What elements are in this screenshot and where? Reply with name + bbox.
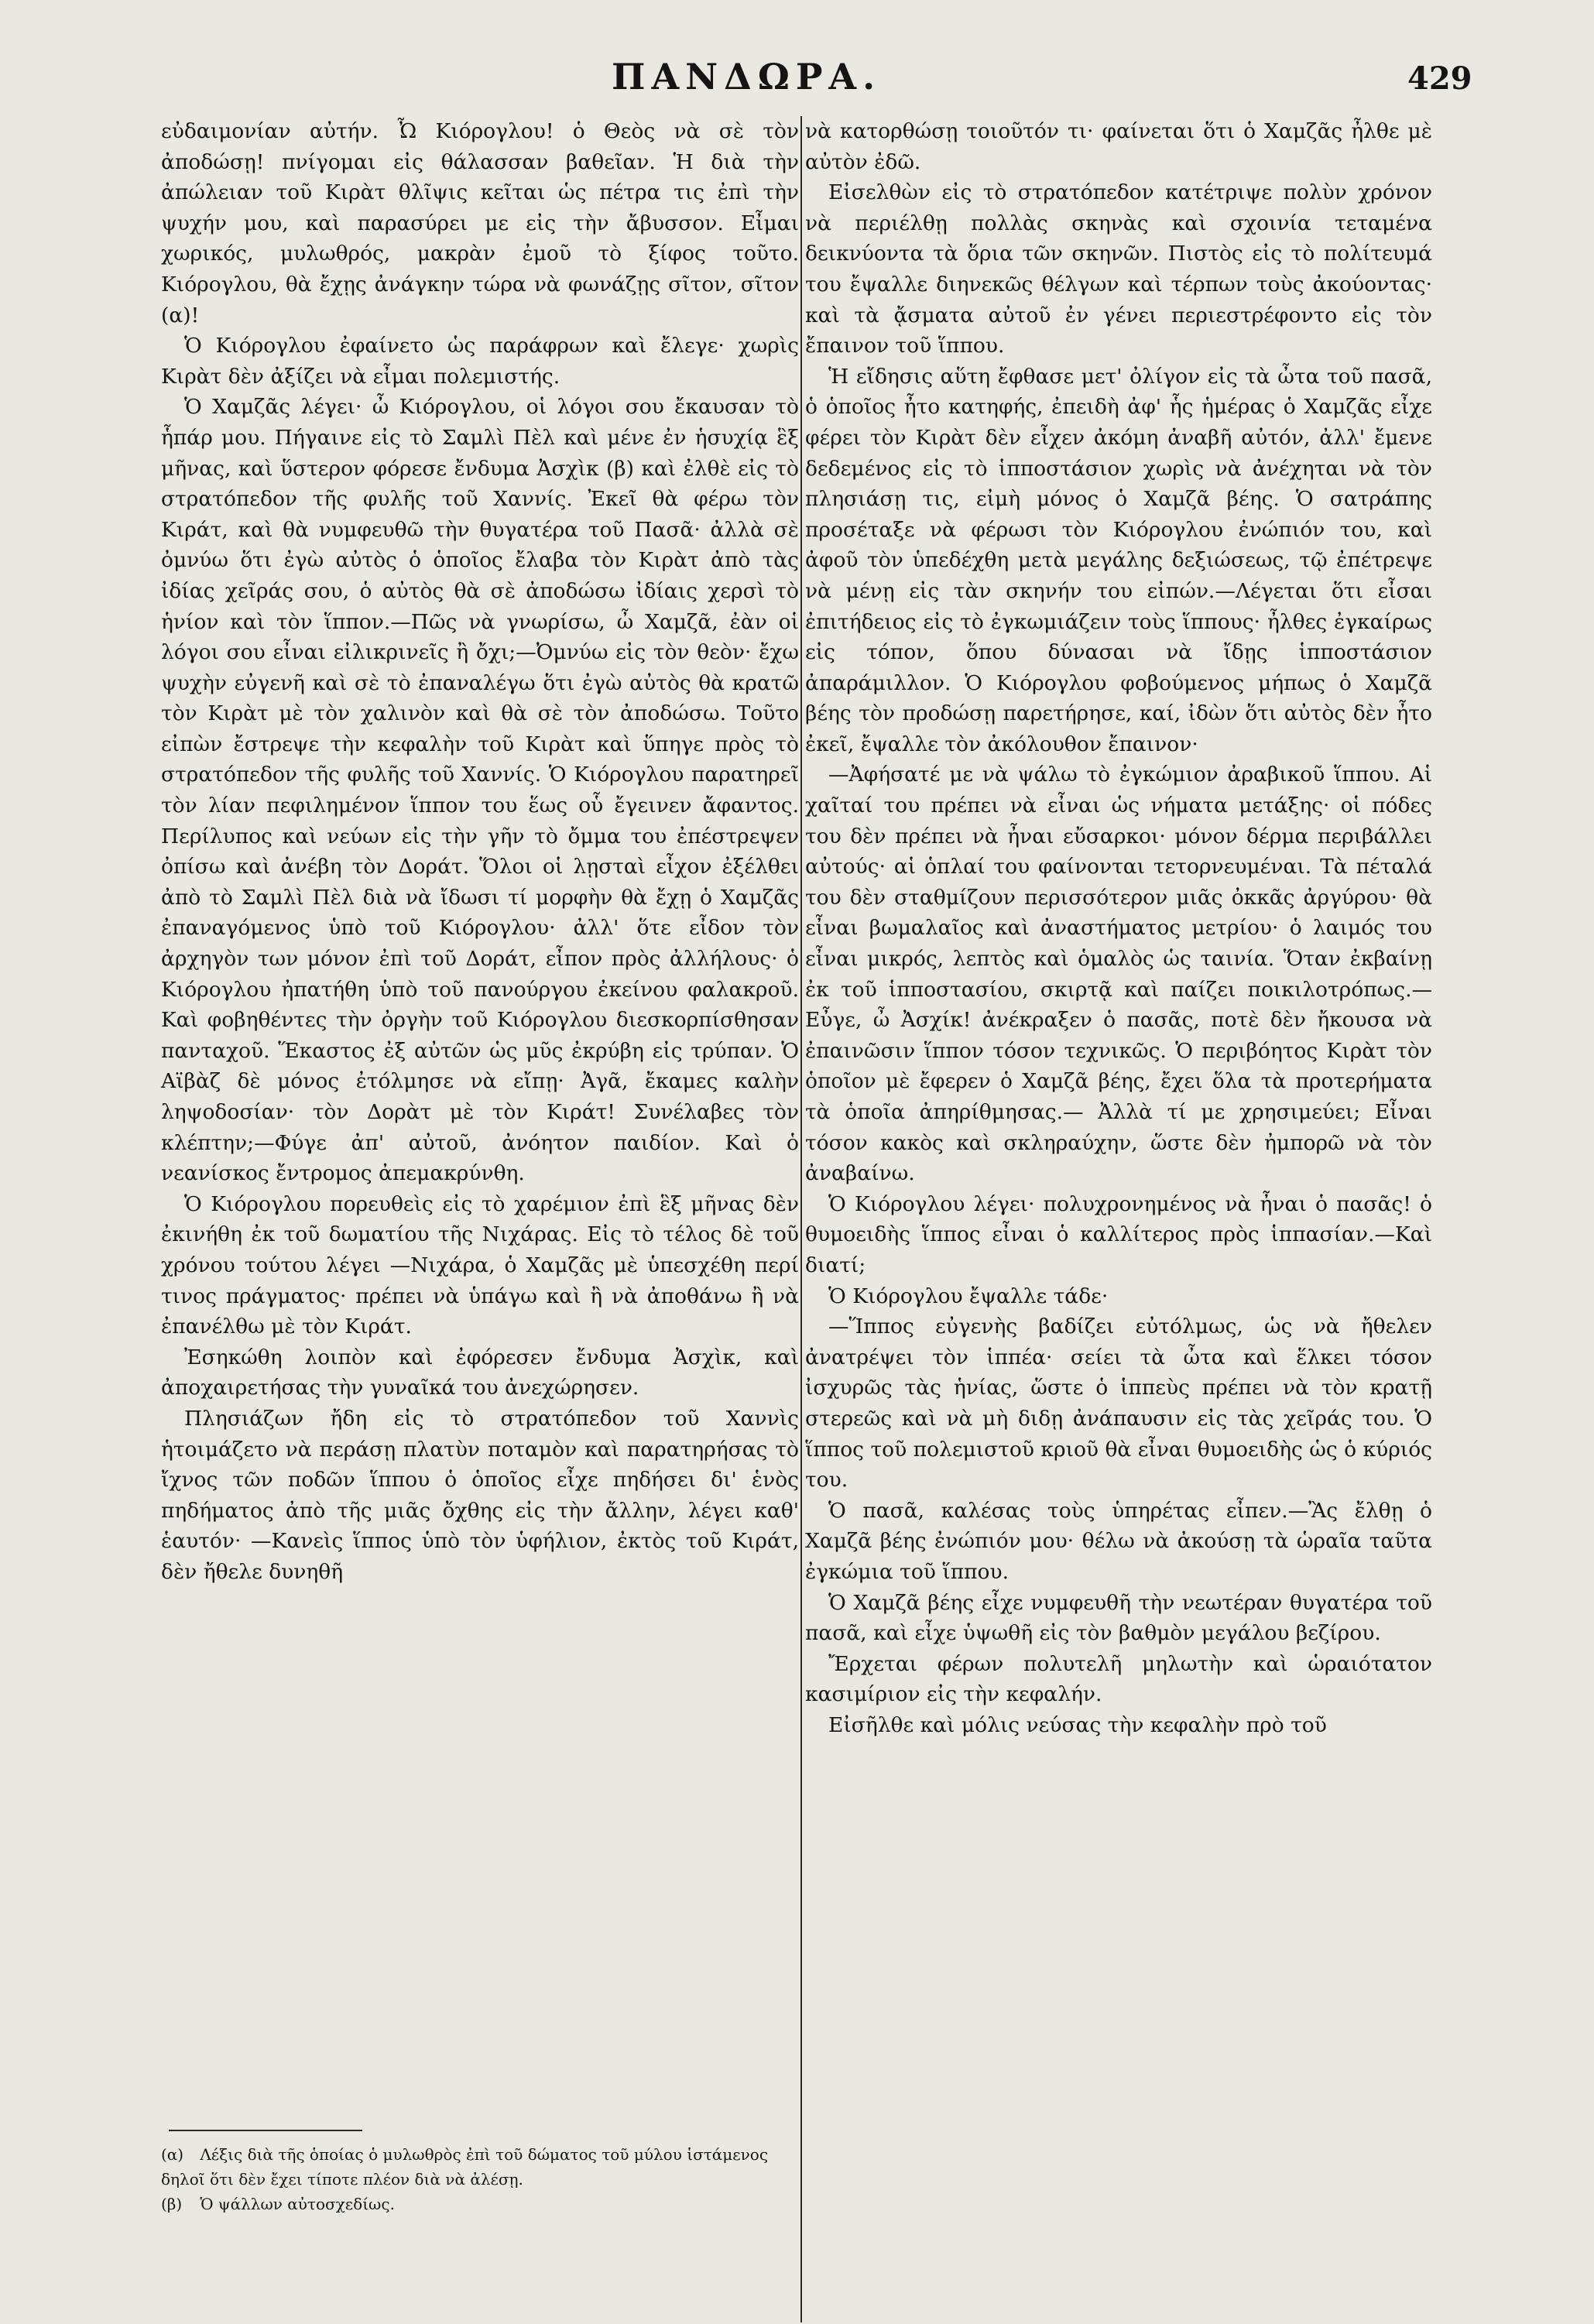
column-divider xyxy=(800,116,802,2322)
paragraph: Πλησιάζων ἤδη εἰς τὸ στρατόπεδον τοῦ Χαννὶς ἡτοιμάζετο νὰ περάσῃ πλατὺν ποταμὸν καὶ παρατηρήσας τὸ ἴχνος τῶν ποδῶν ἵππου ὁ ὁποῖος εἶχε πηδήσει δι' ἑνὸς πηδήματος ἀπὸ τῆς μιᾶς ὄχθης εἰς τὴν ἄλλην, λέγει καθ' ἑαυτόν· —Κανεὶς ἵππος ὑπὸ τὸν ὑφήλιον, ἐκτὸς τοῦ Κιράτ, δὲν ἤθελε δυνηθῆ xyxy=(161,1406,799,1584)
footnotes xyxy=(161,2130,799,2216)
paragraph: —Ἵππος εὐγενὴς βαδίζει εὐτόλμως, ὡς νὰ ἤθελεν ἀνατρέψει τὸν ἱππέα· σείει τὰ ὦτα καὶ ἕλκει τόσον ἰσχυρῶς τὰς ἡνίας, ὥστε ὁ ἱππεὺς πρέπει νὰ τὸν κρατῇ στερεῶς καὶ νὰ μὴ διδῃ ἀνάπαυσιν εἰς τὰς χεῖράς του. Ὁ ἵππος τοῦ πολεμιστοῦ κριοῦ θὰ εἶναι θυμοειδὴς ὡς ὁ κύριός του. xyxy=(805,1315,1432,1493)
paragraph: Ὁ Κιόρογλου λέγει· πολυχρονημένος νὰ ἦναι ὁ πασᾶς! ὁ θυμοειδὴς ἵππος εἶναι ὁ καλλίτερος πρὸς ἱππασίαν.—Καὶ διατί; xyxy=(805,1191,1432,1277)
paragraph: Ὁ Κιόρογλου ἔψαλλε τάδε· xyxy=(828,1284,1109,1308)
paragraph: εὐδαιμονίαν αὐτήν. Ὦ Κιόρογλου! ὁ Θεὸς νὰ σὲ τὸν ἀποδώσῃ! πνίγομαι εἰς θάλασσαν βαθεῖαν. Ἡ διὰ τὴν ἀπώλειαν τοῦ Κιρὰτ θλῖψις κεῖται ὡς πέτρα τις ἐπὶ τὴν ψυχήν μου, καὶ παρασύρει με εἰς τὴν ἄβυσσον. Εἶμαι χωρικός, μυλωθρός, μακρὰν ἐμοῦ τὸ ξίφος τοῦτο. Κιόρογλου, θὰ ἔχῃς ἀνάγκην τώρα νὰ φωνάζῃς σῖτον, σῖτον (α)! xyxy=(161,119,799,327)
paragraph: Ὁ Κιόρογλου ἐφαίνετο ὡς παράφρων καὶ ἔλεγε· χωρὶς Κιρὰτ δὲν ἀξίζει νὰ εἶμαι πολεμιστής. xyxy=(161,334,799,389)
paragraph: Ἡ εἴδησις αὕτη ἔφθασε μετ' ὀλίγον εἰς τὰ ὦτα τοῦ πασᾶ, ὁ ὁποῖος ἦτο κατηφής, ἐπειδὴ ἀφ' ἧς ἡμέρας ὁ Χαμζᾶς εἶχε φέρει τὸν Κιρὰτ δὲν εἶχεν ἀκόμη ἀναβῆ αὐτόν, ἀλλ' ἔμενε δεδεμένος εἰς τὸ ἱπποστάσιον χωρὶς νὰ ἀνέχηται νὰ τὸν πλησιάσῃ τις, εἰμὴ μόνος ὁ Χαμζᾶ βέης. Ὁ σατράπης προσέταξε νὰ φέρωσι τὸν Κιόρογλου ἐνώπιόν του, καὶ ἀφοῦ τὸν ὑπεδέχθη μετὰ μεγάλης δεξιώσεως, τῷ ἐπέτρεψε νὰ μένῃ εἰς τὰν σκηνήν του εἰπών.—Λέγεται ὅτι εἶσαι ἐπιτήδειος εἰς τὸ ἐγκωμιάζειν τοὺς ἵππους· ἦλθες ἐγκαίρως εἰς τόπον, ὅπου δύνασαι νὰ ἴδῃς ἱπποστάσιον ἀπαράμιλλον. Ὁ Κιόρογλου φοβούμενος μήπως ὁ Χαμζᾶ βέης τὸν προδώσῃ παρετήρησε, καί, ἰδὼν ὅτι αὐτὸς δὲν ἦτο ἐκεῖ, ἔψαλλε τὸν ἀκόλουθον ἔπαινον· xyxy=(805,364,1432,756)
footnote xyxy=(161,2192,799,2216)
page-number: 429 xyxy=(1407,60,1472,97)
footnote xyxy=(161,2142,799,2192)
paragraph: Εἰσελθὼν εἰς τὸ στρατόπεδον κατέτριψε πολὺν χρόνον νὰ περιέλθῃ πολλὰς σκηνὰς καὶ σχοινία τεταμένα δεικνύοντα τὰ ὅρια τῶν σκηνῶν. Πιστὸς εἰς τὸ πολίτευμά του ἔψαλλε διηνεκῶς θέλγων καὶ τέρπων τοὺς ἀκούοντας· καὶ τὰ ᾄσματα αὐτοῦ ἐν γένει περιεστρέφοντο εἰς τὸν ἔπαινον τοῦ ἵππου. xyxy=(805,180,1432,358)
left-column xyxy=(161,116,799,1588)
footnote-rule xyxy=(169,2130,362,2131)
paragraph: Ἔρχεται φέρων πολυτελῆ μηλωτὴν καὶ ὡραιότατον κασιμίριον εἰς τὴν κεφαλήν. xyxy=(805,1651,1432,1707)
page-header xyxy=(0,56,1594,110)
paragraph: —Ἀφήσατέ με νὰ ψάλω τὸ ἐγκώμιον ἀραβικοῦ ἵππου. Αἱ χαῖταί του πρέπει νὰ εἶναι ὡς νήματα μετάξης· οἱ πόδες του δὲν πρέπει νὰ ἦναι εὔσαρκοι· μόνον δέρμα περιβάλλει αὐτούς· αἱ ὁπλαί του φαίνονται τετορνευμέναι. Τὰ πέταλά του δὲν σταθμίζουν περισσότερον μιᾶς ὀκκᾶς ἀργύρου· θὰ εἶναι βωμαλαῖος καὶ ἀναστήματος μετρίου· ὁ λαιμός του εἶναι μικρός, λεπτὸς καὶ ὁμαλὸς ὡς ταινία. Ὅταν ἐκβαίνῃ ἐκ τοῦ ἱπποστασίου, σκιρτᾷ καὶ παίζει ποικιλοτρόπως.—Εὖγε, ὦ Ἀσχίκ! ἀνέκραξεν ὁ πασᾶς, ποτὲ δὲν ἤκουσα νὰ ἐπαινῶσιν ἵππον τόσον τεχνικῶς. Ὁ περιβόητος Κιρὰτ τὸν ὁποῖον μὲ ἔφερεν ὁ Χαμζᾶ βέης, ἔχει ὅλα τὰ προτερήματα τὰ ὁποῖα ἀπηρίθμησας.— Ἀλλὰ τί με χρησιμεύει; Εἶναι τόσον κακὸς καὶ σκληραύχην, ὥστε δὲν ἠμπορῶ νὰ τὸν ἀναβαίνω. xyxy=(805,763,1432,1186)
running-title: ΠΑΝΔΩΡΑ. xyxy=(612,56,882,98)
paragraph: Εἰσῆλθε καὶ μόλις νεύσας τὴν κεφαλὴν πρὸ τοῦ xyxy=(828,1712,1327,1737)
footnote-label: (α) xyxy=(161,2145,184,2164)
footnote-text: Ὁ ψάλλων αὐτοσχεδίως. xyxy=(200,2195,395,2213)
right-column xyxy=(805,116,1432,1740)
paragraph: Ὁ Κιόρογλου πορευθεὶς εἰς τὸ χαρέμιον ἐπὶ ἓξ μῆνας δὲν ἐκινήθη ἐκ τοῦ δωματίου τῆς Νιχάρας. Εἰς τὸ τέλος δὲ τοῦ χρόνου τούτου λέγει —Νιχάρα, ὁ Χαμζᾶς μὲ ὑπεσχέθη περί τινος πράγματος· πρέπει νὰ ὑπάγω καὶ ἢ νὰ ἀποθάνω ἢ νὰ ἐπανέλθω μὲ τὸν Κιράτ. xyxy=(161,1191,799,1339)
paragraph: Ἐσηκώθη λοιπὸν καὶ ἐφόρεσεν ἔνδυμα Ἀσχὶκ, καὶ ἀποχαιρετήσας τὴν γυναῖκά του ἀνεχώρησεν. xyxy=(161,1345,799,1400)
paragraph: νὰ κατορθώσῃ τοιοῦτόν τι· φαίνεται ὅτι ὁ Χαμζᾶς ἦλθε μὲ αὐτὸν ἐδῶ. xyxy=(805,119,1432,174)
paragraph: Ὁ Χαμζᾶ βέης εἶχε νυμφευθῆ τὴν νεωτέραν θυγατέρα τοῦ πασᾶ, καὶ εἶχε ὑψωθῆ εἰς τὸν βαθμὸν μεγάλου βεζίρου. xyxy=(805,1590,1432,1646)
footnote-label: (β) xyxy=(161,2195,183,2213)
paragraph: Ὁ πασᾶ, καλέσας τοὺς ὑπηρέτας εἶπεν.—Ἂς ἔλθῃ ὁ Χαμζᾶ βέης ἐνώπιόν μου· θέλω νὰ ἀκούσῃ τὰ ὡραῖα ταῦτα ἐγκώμια τοῦ ἵππου. xyxy=(805,1498,1432,1584)
footnote-text: Λέξις διὰ τῆς ὁποίας ὁ μυλωθρὸς ἐπὶ τοῦ δώματος τοῦ μύλου ἱστάμενος δηλοῖ ὅτι δὲν ἔχει τίποτε πλέον διὰ νὰ ἀλέσῃ. xyxy=(161,2145,769,2189)
paragraph: Ὁ Χαμζᾶς λέγει· ὦ Κιόρογλου, οἱ λόγοι σου ἔκαυσαν τὸ ἧπάρ μου. Πήγαινε εἰς τὸ Σαμλὶ Πὲλ καὶ μένε ἐν ἡσυχίᾳ ἓξ μῆνας, καὶ ὕστερον φόρεσε ἔνδυμα Ἀσχὶκ (β) καὶ ἐλθὲ εἰς τὸ στρατόπεδον τῆς φυλῆς τοῦ Χαννίς. Ἐκεῖ θὰ φέρω τὸν Κιράτ, καὶ θὰ νυμφευθῶ τὴν θυγατέρα τοῦ Πασᾶ· ἀλλὰ σὲ ὀμνύω ὅτι ἐγὼ αὐτὸς ὁ ὁποῖος ἔλαβα τὸν Κιρὰτ ἀπὸ τὰς ἰδίας χεῖράς σου, ὁ αὐτὸς θὰ σὲ ἀποδώσω ἰδίαις χερσὶ τὸ ἡνίον καὶ τὸν ἵππον.—Πῶς νὰ γνωρίσω, ὦ Χαμζᾶ, ἐὰν οἱ λόγοι σου εἶναι εἰλικρινεῖς ἢ ὄχι;—Ὀμνύω εἰς τὸν θεὸν· ἔχω ψυχὴν εὐγενῆ καὶ σὲ τὸ ἐπαναλέγω ὅτι ἐγὼ αὐτὸς θὰ κρατῶ τὸν Κιρὰτ μὲ τὸν χαλινὸν καὶ θὰ σὲ τὸν ἀποδώσω. Τοῦτο εἰπὼν ἔστρεψε τὴν κεφαλὴν τοῦ Κιρὰτ καὶ ὕπηγε πρὸς τὸ στρατόπεδον τῆς φυλῆς τοῦ Χαννίς. Ὁ Κιόρογλου παρατηρεῖ τὸν λίαν πεφιλημένον ἵππον του ἕως οὗ ἔγεινεν ἄφαντος. Περίλυπος καὶ νεύων εἰς τὴν γῆν τὸ ὄμμα του ἐπέστρεψεν ὀπίσω καὶ ἀνέβη τὸν Δοράτ. Ὅλοι οἱ λῃσταὶ εἶχον ἐξέλθει ἀπὸ τὸ Σαμλὶ Πὲλ διὰ νὰ ἴδωσι τί μορφὴν θὰ ἔχῃ ὁ Χαμζᾶς ἐπαναγόμενος ὑπὸ τοῦ Κιόρογλου· ἀλλ' ὅτε εἶδον τὸν ἀρχηγὸν των μόνον ἐπὶ τοῦ Δοράτ, εἶπον πρὸς ἀλλήλους· ὁ Κιόρογλου ἠπατήθη ὑπὸ τοῦ πανούργου ἐκείνου φαλακροῦ. Καὶ φοβηθέντες τὴν ὀργὴν τοῦ Κιόρογλου διεσκορπίσθησαν πανταχοῦ. Ἕκαστος ἐξ αὐτῶν ὡς μῦς ἐκρύβη εἰς τρύπαν. Ὁ Αϊβὰζ δὲ μόνος ἐτόλμησε νὰ εἴπῃ· Ἀγᾶ, ἔκαμες καλὴν ληψοδοσίαν· τὸν Δορὰτ μὲ τὸν Κιράτ! Συνέλαβες τὸν κλέπτην;—Φύγε ἀπ' αὐτοῦ, ἀνόητον παιδίον. Καὶ ὁ νεανίσκος ἔντρομος ἀπεμακρύνθη. xyxy=(161,395,799,1186)
